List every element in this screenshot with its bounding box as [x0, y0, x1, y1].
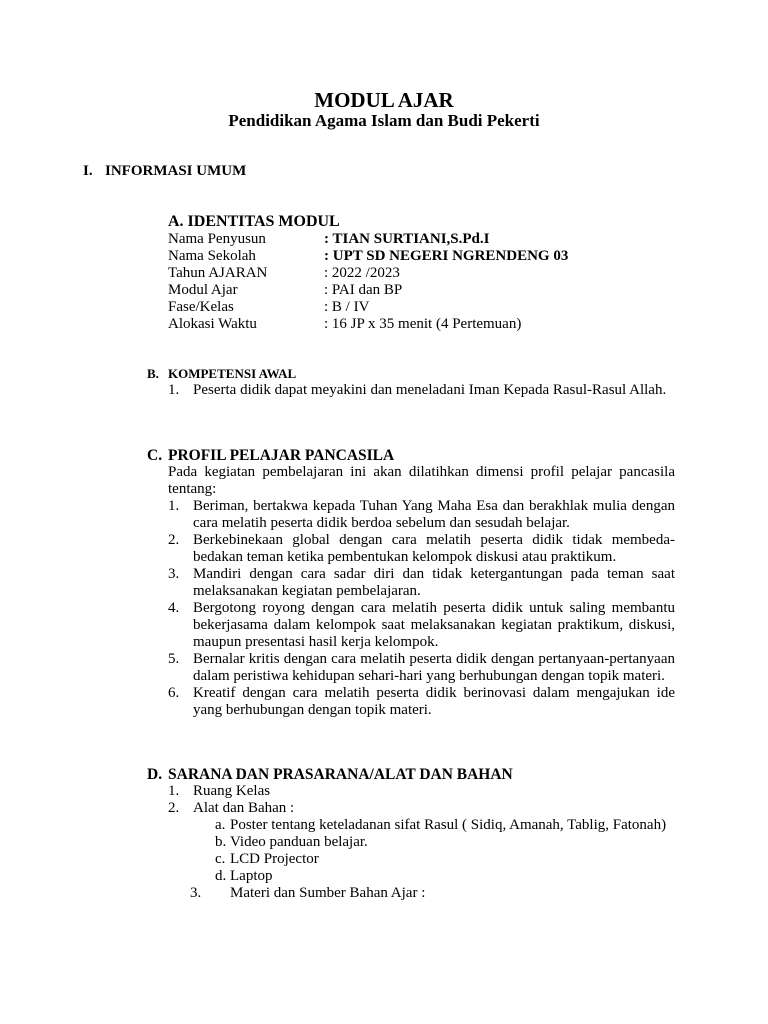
- section-title: SARANA DAN PRASARANA/ALAT DAN BAHAN: [168, 766, 513, 783]
- list-text: Peserta didik dapat meyakini dan meneladani Iman Kepada Rasul-Rasul Allah.: [193, 382, 667, 398]
- list-item: [168, 532, 675, 566]
- list-text: Poster tentang keteladanan sifat Rasul ( Sidiq, Amanah, Tablig, Fatonah): [230, 817, 667, 833]
- list-item: [168, 800, 675, 817]
- profil-list: [147, 498, 675, 719]
- kompetensi-list: [147, 382, 675, 399]
- identitas-label: Nama Sekolah: [168, 248, 256, 264]
- section-title: KOMPETENSI AWAL: [168, 366, 297, 381]
- section-heading: [147, 447, 675, 464]
- section-heading: [147, 365, 675, 382]
- identitas-label: Modul Ajar: [168, 282, 238, 298]
- list-text: Bergotong royong dengan cara melatih peserta didik untuk saling membantu bekerjasama dalam kelompok saat melaksanakan kegiatan praktikum, diskusi, maupun presentasi hasil kerja kelompok.: [193, 600, 675, 650]
- section-heading: INFORMASI UMUM: [105, 163, 247, 179]
- list-text: Beriman, bertakwa kepada Tuhan Yang Maha Esa dan berakhlak mulia dengan cara melatih peserta didik berdoa sebelum dan sesudah belajar.: [193, 498, 675, 531]
- list-text: Ruang Kelas: [193, 783, 271, 799]
- list-item: [168, 783, 675, 800]
- section-heading: [147, 766, 675, 783]
- document-title: MODUL AJAR: [314, 88, 454, 112]
- section-kompetensi-awal: [147, 365, 675, 399]
- identitas-row: [168, 282, 688, 299]
- list-number: 2.: [168, 800, 180, 816]
- sarana-list: [147, 783, 675, 817]
- list-text: Video panduan belajar.: [230, 834, 368, 850]
- section-letter: C.: [147, 447, 163, 464]
- identitas-row: [168, 265, 688, 282]
- section-letter: D.: [147, 766, 163, 783]
- identitas-row: [168, 231, 688, 248]
- list-item: [168, 498, 675, 532]
- list-number: 3.: [190, 885, 202, 901]
- list-item: [215, 868, 675, 885]
- identitas-row: [168, 299, 688, 316]
- identitas-label: Fase/Kelas: [168, 299, 234, 315]
- identitas-row: [168, 316, 688, 333]
- list-number: 1.: [168, 498, 180, 514]
- list-number: 1.: [168, 783, 180, 799]
- list-text: LCD Projector: [230, 851, 319, 867]
- list-letter: b.: [215, 834, 227, 850]
- list-item: [168, 382, 675, 399]
- identitas-value: : TIAN SURTIANI,S.Pd.I: [324, 231, 490, 247]
- section-number: I.: [83, 163, 93, 179]
- list-text: Berkebinekaan global dengan cara melatih peserta didik tidak membeda-bedakan teman ketika pembentukan kelompok diskusi atau praktikum.: [193, 532, 675, 565]
- alat-bahan-sublist: [215, 817, 675, 885]
- list-text: Materi dan Sumber Bahan Ajar :: [230, 885, 426, 901]
- list-number: 6.: [168, 685, 180, 701]
- list-number: 3.: [168, 566, 180, 582]
- list-item: [215, 851, 675, 868]
- section-profil-pelajar: [147, 447, 675, 719]
- identitas-value: : UPT SD NEGERI NGRENDENG 03: [324, 248, 569, 264]
- section-title: PROFIL PELAJAR PANCASILA: [168, 447, 395, 464]
- identitas-value: : 16 JP x 35 menit (4 Pertemuan): [324, 316, 522, 332]
- list-item: [168, 651, 675, 685]
- list-letter: d.: [215, 868, 227, 884]
- identitas-modul: [168, 213, 688, 333]
- list-text: Kreatif dengan cara melatih peserta didik berinovasi dalam mengajukan ide yang berhubungan dengan topik materi.: [193, 685, 675, 718]
- list-number: 1.: [168, 382, 180, 398]
- identitas-value: : PAI dan BP: [324, 282, 403, 298]
- section-letter: B.: [147, 366, 159, 381]
- list-item: [168, 600, 675, 651]
- list-item: [168, 685, 675, 719]
- identitas-label: Nama Penyusun: [168, 231, 266, 247]
- list-item: [190, 885, 675, 902]
- list-text: Alat dan Bahan :: [193, 800, 295, 816]
- profil-intro: Pada kegiatan pembelajaran ini akan dilatihkan dimensi profil pelajar pancasila tentang:: [168, 464, 675, 497]
- identitas-heading: A. IDENTITAS MODUL: [168, 213, 340, 230]
- identitas-label: Tahun AJARAN: [168, 265, 268, 281]
- identitas-value: : 2022 /2023: [324, 265, 400, 281]
- identitas-row: [168, 248, 688, 265]
- list-text: Laptop: [230, 868, 273, 884]
- list-item: [168, 566, 675, 600]
- list-letter: a.: [215, 817, 226, 833]
- list-text: Mandiri dengan cara sadar diri dan tidak ketergantungan pada teman saat melaksanakan kegiatan pembelajaran.: [193, 566, 675, 599]
- list-letter: c.: [215, 851, 226, 867]
- list-item: [215, 817, 675, 834]
- list-number: 2.: [168, 532, 180, 548]
- list-item: [215, 834, 675, 851]
- section-informasi-umum: [83, 163, 246, 180]
- list-text: Bernalar kritis dengan cara melatih peserta didik dengan pertanyaan-pertanyaan dalam peristiwa kehidupan sehari-hari yang berhubungan dengan topik materi.: [193, 651, 675, 684]
- list-number: 4.: [168, 600, 180, 616]
- identitas-label: Alokasi Waktu: [168, 316, 257, 332]
- identitas-value: : B / IV: [324, 299, 370, 315]
- document-subtitle: Pendidikan Agama Islam dan Budi Pekerti: [228, 111, 540, 130]
- section-sarana-prasarana: [147, 766, 675, 902]
- list-number: 5.: [168, 651, 180, 667]
